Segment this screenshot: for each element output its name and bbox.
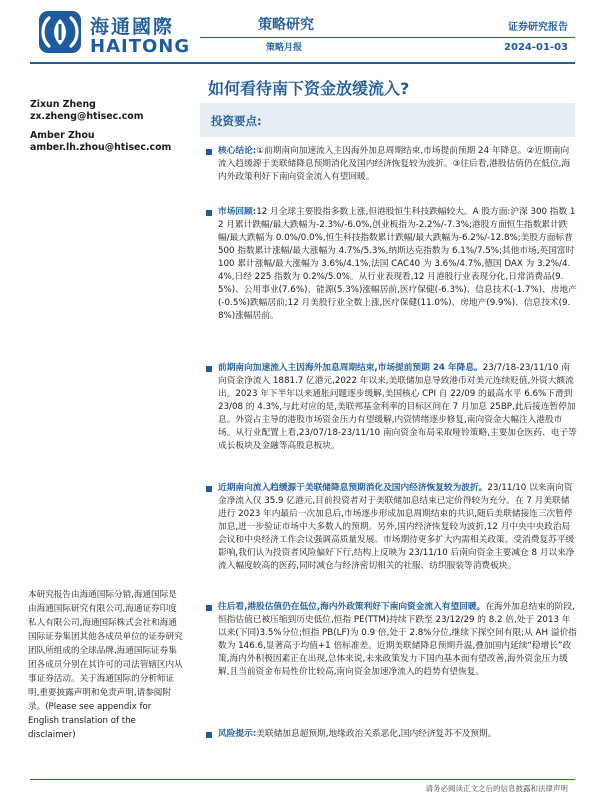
paragraph-text: 美联储加息超预期,地缘政治关系恶化,国内经济复苏不及预期。 [256, 729, 497, 739]
key-points-title: 投资要点: [211, 114, 262, 128]
bullet-square-icon [206, 210, 212, 216]
paragraph-lead: 近期南向流入趋缓源于美联储降息预期消化及国内经济恢复较为波折。 [218, 483, 488, 493]
footer-notice: 请务必阅读正文之后的信息披露和法律声明 [425, 784, 568, 793]
report-title: 如何看待南下资金放缓流入? [208, 79, 410, 98]
bullet-square-icon [206, 605, 212, 611]
paragraph-text: 在海外加息结束的阶段,恒指估值已被压缩到历史低位,恒指 PE(TTM)持续下跌至 23/12/29 的 8.2 倍,处于 2013 年以来(下同)3.5%分位;恒指 PB(LF)为 0.9 倍,处于 2.8%分位,继续下探空间有限;从 AH 溢价指数为 146.6,显著高于均值+1 倍标准差。近期美联储降息预期升温,叠加国内延续“稳增长”政策,海内外积极因素正在出现,总体来说,未来政策发力下国内基本面有望改善,海外资金压力缓解,且当前资金布局性价比较高,南向资金加速净流入的趋势有望恢复。 [218, 602, 577, 677]
author-email[interactable]: amber.lh.zhou@htisec.com [30, 142, 172, 153]
bullet-square-icon [206, 149, 212, 155]
bullet-square-icon [206, 486, 212, 492]
author-email[interactable]: zx.zheng@htisec.com [30, 111, 144, 122]
author-name: Zixun Zheng [30, 99, 96, 110]
paragraph-risk-warning [206, 728, 577, 741]
paragraph-outlook [206, 601, 577, 679]
report-date: 2024-01-03 [504, 42, 568, 53]
paragraph-recent-slowdown [206, 482, 577, 573]
haitong-logo-icon [38, 10, 82, 54]
footer-rule [30, 779, 575, 780]
header-bottom-rule [30, 62, 575, 64]
paragraph-text: 23/7/18-23/11/10 南向资金净流入 1881.7 亿港元,2022 年以来,美联储加息导致港币对美元连续贬值,外资大额流出。2023 年下半年以来通胀问题逐步缓解,美国核心 CPI 自 22/09 的最高水平 6.6%下滑到 23/08 的 4.3%,与此对应的是,美联邦基金利率的目标区间在 7 月加息 25BP,此后接连暂停加息。外资占主导的港股市场资金压力有望缓解,内资情绪逐步修复,南向资金大幅注入港股市场。从行业配置上看,23/07/18-23/11/10 南向资金布局采取哑铃策略,主要加仓医药、电子等成长板块及金融等高股息板块。 [218, 363, 577, 451]
paragraph-market-review [206, 206, 577, 323]
bullet-square-icon [206, 366, 212, 372]
report-subcategory: 策略月报 [266, 43, 303, 53]
distribution-disclaimer: 本研究报告由海通国际分销,海通国际是由海通国际研究有限公司,海通证券印度私人有限公司,海通国际株式会社和海通国际证券集团其他各成员单位的证券研究团队所组成的全球品牌,海通国际证券集团各成员分别在其许可的司法管辖区内从事证券活动。关于海通国际的分析师证明,重要披露声明和免责声明,请参阅附录。(Please see appendix for English translation of the disclaimer) [28, 590, 183, 740]
paragraph-lead: 往后看,港股估值仍在低位,海内外政策利好下南向资金流入有望回暖。 [218, 602, 486, 612]
paragraph-lead: 风险提示: [218, 729, 257, 739]
logo-english-name: HAITONG [90, 36, 191, 57]
paragraph-text: ①前期南向加速流入主因海外加息周期结束,市场提前预期 24 年降息。②近期南向流入趋缓源于美联储降息预期消化及国内经济恢复较为波折。③往后看,港股估值仍在低位,海内外政策利好下南向资金流入有望回暖。 [218, 146, 571, 182]
author-name: Amber Zhou [30, 130, 95, 141]
logo-chinese-name: 海通國際 [90, 16, 175, 38]
report-type: 证券研究报告 [508, 22, 568, 33]
paragraph-lead: 核心结论: [218, 146, 257, 156]
paragraph-text: 12 月全球主要股指多数上涨,但港股恒生科技跌幅较大。A 股方面:沪深 300 指数 12 月累计跌幅/最大跌幅为-2.3%/-6.0%,创业板指为-2.2%/-7.3%;港股方面恒生指数累计跌幅/最大跌幅为 0.0%/0.0%,恒生科技指数累计跌幅/最大跌幅为-6.2%/-12.8%;美股方面标普 500 指数累计涨幅/最大涨幅为 4.7%/5.3%,纳斯达克指数为 6.1%/7.5%;其他市场,英国富时 100 累计涨幅/最大涨幅为 3.6%/4.1%,法国 CAC40 为 3.6%/4.7%,德国 DAX 为 3.2%/4.4%,日经 225 指数为 0.2%/5.0%。从行业表现看,12 月港股行业表现分化,日常消费品(9.5%)、公用事业(7.6%)、能源(5.3%)涨幅居前,医疗保健(-6.3%)、信息技术(-1.7%)、房地产(-0.5%)跌幅居前;12 月美股行业全数上涨,医疗保健(11.0%)、房地产(9.9%)、信息技术(9.8%)涨幅居前。 [218, 207, 577, 321]
paragraph-earlier-inflow [206, 362, 577, 453]
bullet-square-icon [206, 732, 212, 738]
report-category: 策略研究 [258, 17, 314, 33]
paragraph-core-conclusion [206, 145, 577, 184]
paragraph-text: 23/11/10 以来南向资金净流入仅 35.9 亿港元,目前投资者对于美联储加息结束已定价得较为充分。在 7 月美联储进行 2023 年内最后一次加息后,市场逐步形成加息周期结束的共识,随后美联储接连三次暂停加息,进一步验证市场中大多数人的预期。另外,国内经济恢复较为波折,12 月中央中央政治局会议和中央经济工作会议强调高质量发展。市场期待更多扩大内需相关政策。受消费复苏平缓影响,我们认为投资者风险偏好下行,结构上反映为 23/11/10 后南向资金主要减仓 8 月以来净流入幅度较高的医药,同时减仓与经济密切相关的社服、纺织服装等消费板块。 [218, 483, 575, 571]
paragraph-lead: 市场回顾: [218, 207, 257, 217]
paragraph-lead: 前期南向加速流入主因海外加息周期结束,市场提前预期 24 年降息。 [218, 363, 483, 373]
header-divider [200, 37, 575, 38]
